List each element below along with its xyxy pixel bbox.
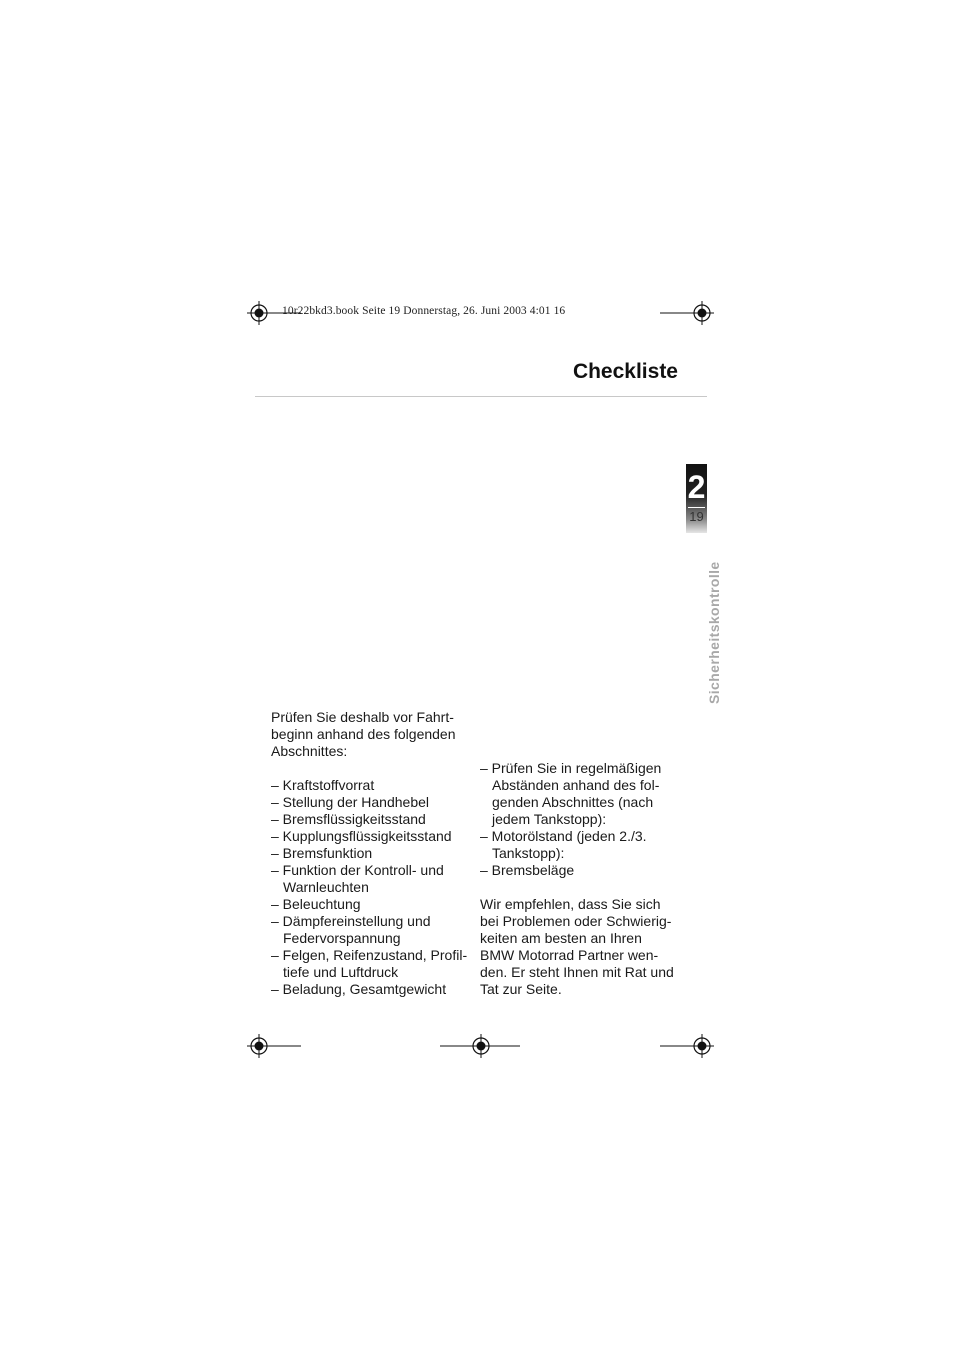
spacer: [271, 760, 471, 777]
page-title: Checkliste: [572, 360, 678, 383]
list-item: – Bremsbeläge: [480, 862, 575, 878]
registration-mark-icon: [660, 301, 720, 327]
chapter-number: 2: [687, 469, 706, 505]
closing-line: Tat zur Seite.: [480, 981, 562, 997]
chapter-divider: [688, 507, 705, 508]
list-item: – Kupplungsflüssigkeitsstand: [271, 828, 452, 844]
list-item: – Dämpfereinstellung und Federvorspannung: [271, 913, 431, 946]
print-info-line: 10r22bkd3.book Seite 19 Donnerstag, 26. Juni 2003 4:01 16: [282, 305, 566, 317]
intro-line: Prüfen Sie deshalb vor Fahrt-: [271, 709, 454, 725]
closing-line: keiten am besten an Ihren: [480, 930, 642, 946]
list-item: – Motorölstand (jeden 2./3. Tankstopp):: [480, 828, 647, 861]
list-item: – Beleuchtung: [271, 896, 361, 912]
closing-line: bei Problemen oder Schwierig-: [480, 913, 672, 929]
list-item: – Beladung, Gesamtgewicht: [271, 981, 447, 997]
intro-line: Abschnittes:: [271, 743, 348, 759]
spacer: [480, 879, 690, 896]
closing-line: BMW Motorrad Partner wen-: [480, 947, 659, 963]
closing-line: Wir empfehlen, dass Sie sich: [480, 896, 661, 912]
right-column: [480, 760, 690, 998]
intro-line: beginn anhand des folgenden: [271, 726, 456, 742]
list-item: – Funktion der Kontroll- und Warnleuchten: [271, 862, 444, 895]
list-item: – Felgen, Reifenzustand, Profil-tiefe und Luftdruck: [271, 947, 468, 980]
list-item: – Kraftstoffvorrat: [271, 777, 375, 793]
list-item: – Stellung der Handhebel: [271, 794, 430, 810]
checklist: [271, 777, 471, 998]
registration-mark-icon: [247, 1034, 307, 1060]
registration-mark-icon: [440, 1034, 522, 1060]
closing-line: den. Er steht Ihnen mit Rat und: [480, 964, 674, 980]
interval-checklist: [480, 760, 690, 879]
registration-mark-icon: [660, 1034, 720, 1060]
section-label: Sicherheitskontrolle: [706, 561, 722, 704]
list-item: – Prüfen Sie in regelmäßigen Abständen anhand des fol-genden Abschnittes (nach jedem Tankstopp):: [480, 760, 662, 827]
list-item: – Bremsflüssigkeitsstand: [271, 811, 426, 827]
title-divider: [255, 396, 707, 397]
left-column: [271, 709, 471, 998]
page-number: 19: [689, 509, 704, 524]
list-item: – Bremsfunktion: [271, 845, 373, 861]
